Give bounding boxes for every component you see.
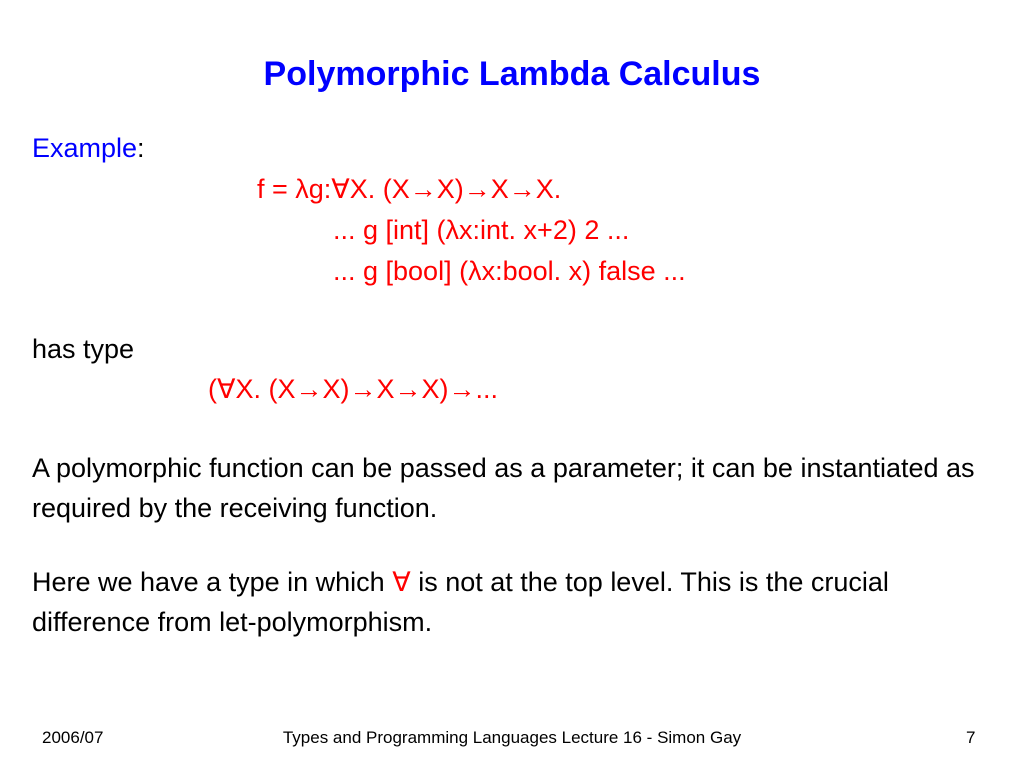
code-line-2: ... g [int] (λx:int. x+2) 2 ... [333, 215, 630, 245]
has-type-label: has type [32, 334, 135, 364]
para2-text-after: is not at the top level. This is the crucial difference from let-polymorphism. [32, 567, 889, 637]
code-line-3: ... g [bool] (λx:bool. x) false ... [333, 256, 686, 286]
footer-date: 2006/07 [42, 728, 104, 747]
footer-page-number: 7 [966, 728, 976, 747]
para2-text-before: Here we have a type in which [32, 567, 393, 597]
paragraph-toplevel-difference [32, 562, 1002, 642]
example-label: Example [32, 133, 138, 163]
example-colon: : [137, 133, 145, 163]
footer-course-title: Types and Programming Languages Lecture 16 - Simon Gay [282, 728, 742, 747]
forall-symbol: ∀ [392, 567, 411, 597]
slide-title: Polymorphic Lambda Calculus [263, 55, 761, 93]
code-line-1: f = λg:∀X. (X→X)→X→X. [257, 174, 562, 204]
paragraph-polymorphic-parameter: A polymorphic function can be passed as a parameter; it can be instantiated as required by the receiving function. [32, 453, 975, 523]
example-heading [32, 131, 145, 165]
type-expression: (∀X. (X→X)→X→X)→... [208, 374, 498, 404]
